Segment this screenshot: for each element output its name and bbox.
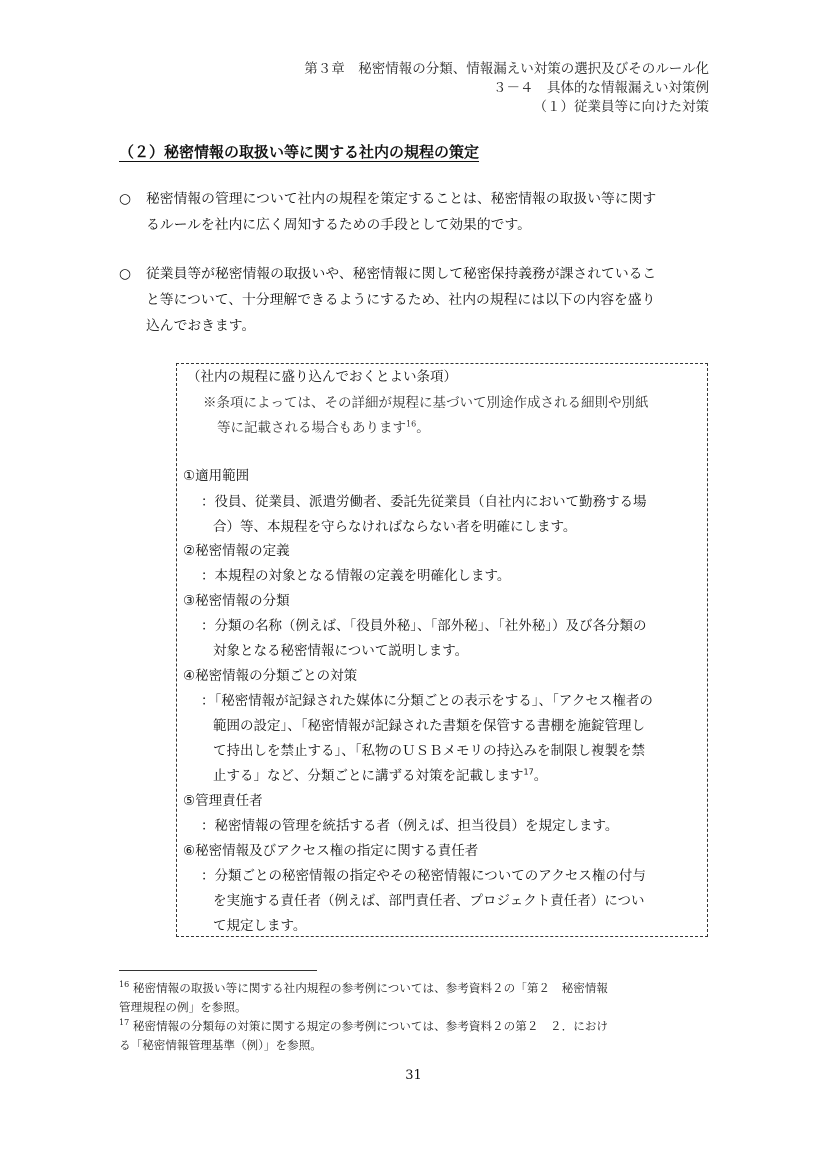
clause-text: 対象となる秘密情報について説明します。 xyxy=(213,643,469,659)
bullet-line: 込んでおきます。 xyxy=(146,318,256,334)
bullet-mark: ○ xyxy=(119,266,132,282)
footnote-number: 16 xyxy=(119,980,130,990)
bullet-line: るルールを社内に広く周知するための手段として効果的です。 xyxy=(146,217,531,233)
footnote-ref-17: 17 xyxy=(523,767,534,777)
box-heading: （社内の規程に盛り込んでおくとよい条項） xyxy=(187,369,457,385)
clause-text-part: 止する」など、分類ごとに講ずる対策を記載します xyxy=(213,768,524,784)
clause-text: 合）等、本規程を守らなければならない者を明確にします。 xyxy=(213,519,577,535)
header-subsection: （１）従業員等に向けた対策 xyxy=(533,99,709,115)
box-note-line: ※条項によっては、その詳細が規程に基づいて別途作成される細則や別紙 xyxy=(203,395,649,411)
clause-text: ：「秘密情報が記録された媒体に分類ごとの表示をする」、「アクセス権者の xyxy=(201,693,653,709)
footnotes xyxy=(119,979,711,1055)
bullet-line: 従業員等が秘密情報の取扱いや、秘密情報に関して秘密保持義務が課されているこ xyxy=(146,266,657,282)
clause-text: ：役員、従業員、派遣労働者、委託先従業員（自社内において勤務する場 xyxy=(201,494,647,510)
bullet-line: と等について、十分理解できるようにするため、社内の規程には以下の内容を盛り xyxy=(146,292,656,308)
footnote-text-continued: る「秘密情報管理基準（例）」を参照。 xyxy=(119,1038,322,1052)
clause-title-measures: ④秘密情報の分類ごとの対策 xyxy=(183,668,358,684)
clause-title-access-responsible: ⑥秘密情報及びアクセス権の指定に関する責任者 xyxy=(183,843,479,859)
clause-title-definition: ②秘密情報の定義 xyxy=(183,543,290,559)
box-note-end: 。 xyxy=(416,420,430,436)
header-chapter: 第３章 秘密情報の分類、情報漏えい対策の選択及びそのルール化 xyxy=(304,61,709,77)
clause-text: を実施する責任者（例えば、部門責任者、プロジェクト責任者）につい xyxy=(213,893,645,909)
bullet-paragraph-2 xyxy=(119,261,711,339)
page-number: 31 xyxy=(405,1068,422,1083)
section-title: （２）秘密情報の取扱い等に関する社内の規程の策定 xyxy=(119,143,480,161)
clause-text: て規定します。 xyxy=(213,918,307,934)
clause-title-classification: ③秘密情報の分類 xyxy=(183,593,290,609)
footnote-text: 秘密情報の取扱い等に関する社内規程の参考例については、参考資料２の「第２ 秘密情報 xyxy=(132,981,608,995)
box-note-line xyxy=(217,418,430,438)
clause-text: ：分類ごとの秘密情報の指定やその秘密情報についてのアクセス権の付与 xyxy=(201,868,646,884)
chapter-header xyxy=(304,60,709,117)
bullet-mark: ○ xyxy=(119,191,132,207)
clause-text: 範囲の設定」、「秘密情報が記録された書類を保管する書棚を施錠管理し xyxy=(213,718,645,734)
clause-text: ：本規程の対象となる情報の定義を明確化します。 xyxy=(201,568,511,584)
bullet-paragraph-1 xyxy=(119,186,711,238)
bullet-line: 秘密情報の管理について社内の規程を策定することは、秘密情報の取扱い等に関す xyxy=(146,191,657,207)
footnote-text-continued: 管理規程の例」を参照。 xyxy=(119,1000,247,1014)
clause-text: ：分類の名称（例えば、「役員外秘」、「部外秘」、「社外秘」）及び各分類の xyxy=(201,618,647,634)
clause-title-scope: ①適用範囲 xyxy=(183,468,250,484)
clause-title-manager: ⑤管理責任者 xyxy=(183,793,263,809)
header-section: ３－４ 具体的な情報漏えい対策例 xyxy=(493,80,709,96)
clause-text xyxy=(213,766,547,786)
clause-box xyxy=(176,363,708,937)
footnote-16 xyxy=(119,979,711,998)
footnote-ref-16: 16 xyxy=(406,419,417,429)
footnote-number: 17 xyxy=(119,1018,130,1028)
box-note-text: 等に記載される場合もあります xyxy=(217,420,406,436)
footnote-17 xyxy=(119,1017,711,1036)
clause-text: ：秘密情報の管理を統括する者（例えば、担当役員）を規定します。 xyxy=(201,818,619,834)
footnote-divider xyxy=(119,970,317,971)
clause-text: て持出しを禁止する」、「私物のＵＳＢメモリの持込みを制限し複製を禁 xyxy=(213,743,645,759)
clause-text-end: 。 xyxy=(533,768,548,784)
footnote-text: 秘密情報の分類毎の対策に関する規定の参考例については、参考資料２の第２ ２．におけ xyxy=(132,1019,608,1033)
